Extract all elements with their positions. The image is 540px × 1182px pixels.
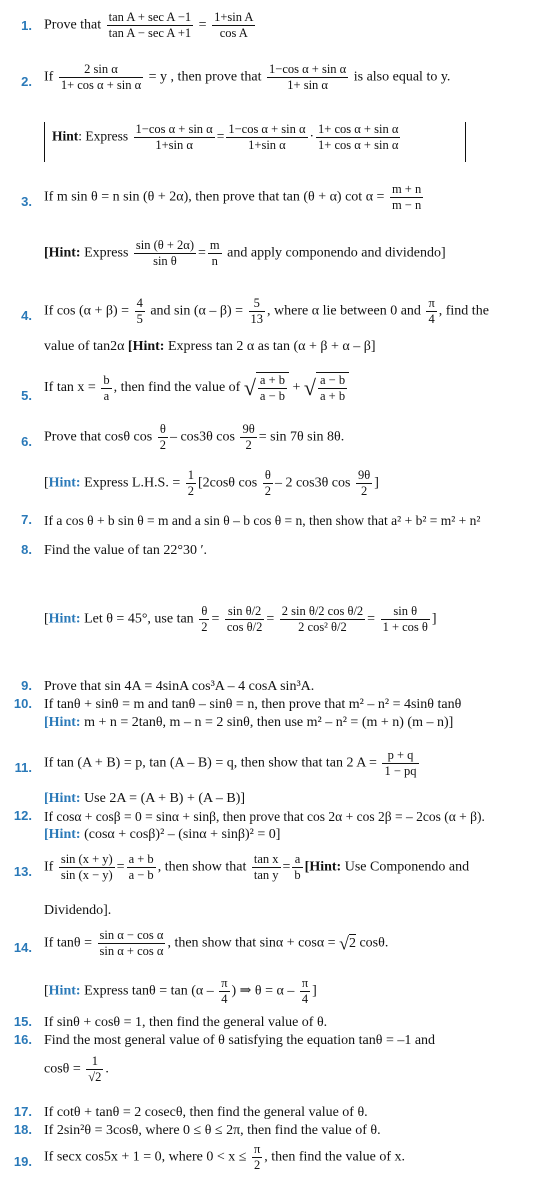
question-9 — [0, 678, 540, 698]
fraction: $\frac{\sin (\theta + 2\alpha)}{\text{sin θ}}$ — [135, 238, 195, 268]
question-5 — [0, 372, 540, 420]
fraction: $\frac{p + q}{1 - pq}$ — [384, 748, 417, 778]
question-number: 8. — [21, 542, 32, 557]
fraction: $\frac{\sin (x + y)}{\sin (x - y)}$ — [60, 852, 113, 882]
sqrt: √ $\frac{a + b}{a - b}$ — [244, 372, 289, 404]
hint-text: – 2 cos3θ cos — [274, 475, 351, 491]
fraction: $\frac{9\theta}{2}$ — [357, 468, 371, 498]
fraction: $\frac{a + b}{a - b}$ — [128, 852, 154, 882]
question-text: cosθ = — [44, 1061, 81, 1077]
question-3 — [0, 182, 540, 222]
question-text: is also equal to y. — [353, 69, 451, 85]
question-text: If cos (α + β) = — [44, 303, 130, 319]
question-text: , then find the value of — [113, 380, 241, 396]
question-17 — [0, 1104, 540, 1124]
question-text: Prove that — [44, 17, 102, 33]
hint-label: [Hint: — [44, 827, 81, 842]
question-text: , then find the value of x. — [264, 1149, 405, 1165]
question-8 — [0, 542, 540, 562]
fraction: $\frac{1}{√2}$ — [88, 1054, 102, 1084]
hint-label: [Hint: — [44, 245, 81, 261]
hint-label: [Hint: — [44, 715, 81, 730]
question-1 — [0, 10, 540, 46]
question-10 — [0, 696, 540, 736]
equals: = — [198, 17, 207, 33]
fraction: $\frac{\theta}{2}$ — [201, 604, 208, 634]
question-text: = y , then prove that — [148, 69, 262, 85]
question-text: If cosα + cosβ = 0 = sinα + sinβ, then prove that cos 2α + cos 2β = – 2cos (α + β). — [44, 809, 485, 824]
question-number: 7. — [21, 512, 32, 527]
fraction: $\frac{\text{1−cos α + sin α}}{\text{1+sin α}}$ — [228, 122, 306, 152]
fraction: $\frac{\text{1+ cos α + sin α}}{\text{1+ cos α + sin α}}$ — [318, 122, 399, 152]
question-7 — [0, 512, 540, 532]
question-number: 12. — [13, 808, 32, 823]
hint-text: Express tan 2 α as tan (α + β + α – β] — [167, 339, 376, 354]
question-6-hint — [0, 468, 540, 508]
hint-text: (cosα + cosβ)² – (sinα + sinβ)² = 0] — [84, 827, 281, 842]
fraction: $\frac{\text{2 sin α}}{\text{1+ cos α + sin α}}$ — [60, 62, 142, 92]
question-number: 16. — [13, 1032, 32, 1047]
hint-text: Dividendo]. — [44, 903, 112, 918]
equals: = — [211, 611, 220, 627]
question-text: value of tan2α — [44, 339, 125, 354]
fraction: $\frac{5}{13}$ — [250, 296, 264, 326]
question-text: , then show that sinα + cosα = — [167, 935, 336, 951]
question-text: If sinθ + cosθ = 1, then find the general value of θ. — [44, 1015, 328, 1030]
question-text: , find the — [438, 303, 489, 319]
hint-label: [Hint: — [44, 791, 81, 806]
question-11 — [0, 748, 540, 808]
fraction: $\frac{\theta}{2}$ — [159, 422, 166, 452]
question-text: Prove that sin 4A = 4sinA cos³A – 4 cosA sin³A. — [44, 679, 315, 694]
question-text: If m sin θ = n sin (θ + 2α), then prove that tan (θ + α) cot α = — [44, 189, 385, 205]
question-text: If a cos θ + b sin θ = m and a sin θ – b cos θ = n, then show that a² + b² = m² + n² — [44, 513, 481, 528]
question-number: 2. — [21, 74, 32, 89]
question-number: 11. — [14, 760, 32, 775]
question-number: 10. — [13, 696, 32, 711]
fraction: $\frac{\text{sin α − cos α}}{\text{sin α + cos α}}$ — [99, 928, 164, 958]
question-number: 13. — [13, 864, 32, 879]
question-4 — [0, 296, 540, 360]
question-text: If 2sin²θ = 3cosθ, where 0 ≤ θ ≤ 2π, then find the value of θ. — [44, 1123, 381, 1138]
question-text: If cotθ + tanθ = 2 cosecθ, then find the general value of θ. — [44, 1105, 368, 1120]
fraction: $\frac{\text{1−cos α + sin α}}{\text{1+sin α}}$ — [135, 122, 213, 152]
question-16 — [0, 1032, 540, 1096]
fraction: $\frac{\text{tan A + sec A −1}}{\text{tan A − sec A +1}}$ — [108, 10, 192, 40]
question-text: , then show that — [157, 859, 247, 875]
question-text: – cos3θ cos — [169, 429, 235, 445]
fraction: $\frac{\text{sin θ}}{\text{1 + cos θ}}$ — [382, 604, 428, 634]
plus: + — [292, 380, 301, 396]
question-number: 4. — [21, 308, 32, 323]
question-text: If tan x = — [44, 380, 96, 396]
hint-text: : Express — [78, 128, 129, 144]
question-text: . — [105, 1061, 109, 1077]
question-text: Prove that cosθ cos — [44, 429, 153, 445]
question-2-hint: Hint: Express $\frac{\text{1−cos α + sin α}}{\text{1+sin α}}$ = $\frac{\text{1−cos α + sin α}}{\text{1+sin α}}$ · $\frac{\text{1+ cos α + sin α}}{\text{1+ cos α + sin α}}$ — [52, 122, 399, 152]
fraction: $\frac{b}{a}$ — [103, 372, 110, 403]
question-19 — [0, 1142, 540, 1178]
question-number: 17. — [13, 1104, 32, 1119]
hint-label: Hint: — [48, 983, 81, 999]
hint-label: Hint — [52, 128, 79, 144]
question-number: 6. — [21, 434, 32, 449]
fraction: $\frac{\text{1+sin A}}{\text{cos A}}$ — [214, 10, 254, 40]
hint-label: [Hint: — [304, 859, 342, 875]
question-number: 3. — [21, 194, 32, 209]
bracket: [ — [44, 611, 49, 627]
question-text: cosθ. — [359, 935, 389, 951]
fraction: $\frac{\pi}{4}$ — [221, 976, 228, 1006]
hint-text: Let θ = 45°, use tan — [84, 611, 194, 627]
hint-label: [Hint: — [127, 339, 165, 354]
fraction: $\frac{\text{tan x}}{\text{tan y}}$ — [253, 852, 279, 882]
question-number: 9. — [21, 678, 32, 693]
question-text: Find the most general value of θ satisfying the equation tanθ = –1 and — [44, 1033, 436, 1048]
question-12 — [0, 808, 540, 848]
question-8-hint: [Hint: Let θ = 45°, use tan $\frac{\theta}{2}$ = $\frac{\text{sin θ/2}}{\text{cos θ/2}}$ = $\frac{\text{2 sin θ/2 cos θ/2}}{\text{2 cos² θ/2}}$ = $\frac{\text{sin θ}}{\text{1 + cos θ}}$ ] — [44, 604, 437, 634]
hint-text: [2cosθ cos — [197, 475, 258, 491]
bracket: ] — [374, 475, 379, 491]
question-number: 5. — [21, 388, 32, 403]
question-14-hint — [0, 976, 540, 1012]
fraction: $\frac{\pi}{2}$ — [253, 1142, 261, 1172]
fraction: $\frac{\text{1−cos α + sin α}}{\text{1+ sin α}}$ — [269, 62, 347, 92]
fraction: $\frac{9\theta}{2}$ — [242, 422, 255, 452]
question-number: 1. — [21, 18, 32, 33]
question-text: = sin 7θ sin 8θ. — [258, 429, 345, 445]
sqrt: √2 — [339, 933, 356, 954]
fraction: $\frac{\pi}{4}$ — [301, 976, 309, 1006]
question-2 — [0, 62, 540, 102]
fraction: $\frac{a}{b}$ — [294, 852, 301, 882]
question-text: If secx cos5x + 1 = 0, where 0 < x ≤ — [44, 1149, 247, 1165]
hint-text: m + n = 2tanθ, m – n = 2 sinθ, then use m² – n² = (m + n) (m – n)] — [84, 715, 454, 730]
question-number: 19. — [13, 1154, 32, 1169]
fraction: $\frac{\pi}{4}$ — [428, 296, 435, 326]
fraction: $\frac{m + n}{m - n}$ — [391, 182, 422, 212]
fraction: $\frac{m}{n}$ — [209, 238, 220, 268]
question-text: Find the value of tan 22°30 ′. — [44, 543, 208, 558]
hint-text: Express L.H.S. = — [84, 475, 181, 491]
fraction: $\frac{\text{2 sin θ/2 cos θ/2}}{\text{2 cos² θ/2}}$ — [281, 604, 364, 634]
question-text: If — [44, 69, 54, 85]
question-text: If tan (A + B) = p, tan (A – B) = q, then show that tan 2 A = — [44, 755, 377, 771]
bracket: ] — [431, 611, 437, 627]
sqrt: √ $\frac{a - b}{a + b}$ — [304, 372, 349, 404]
hint-text: Express tanθ = tan (α – — [84, 983, 214, 999]
fraction: $\frac{\text{sin θ/2}}{\text{cos θ/2}}$ — [226, 604, 263, 634]
question-18 — [0, 1122, 540, 1142]
question-text: , where α lie between 0 and — [267, 303, 421, 319]
question-6 — [0, 422, 540, 462]
fraction: $\frac{\theta}{2}$ — [264, 468, 271, 498]
hint-label: Hint: — [48, 611, 81, 627]
question-13: 13. If $\frac{\sin (x + y)}{\sin (x - y)}$ = $\frac{a + b}{a - b}$ , then show that $\frac{\text{tan x}}{\text{tan y}}$ = $\frac{a}{b}$ [Hint: Use Componendo and Dividendo]. — [0, 852, 540, 922]
equals: = — [116, 859, 125, 875]
question-text: If tanθ = — [44, 935, 93, 951]
question-15 — [0, 1014, 540, 1034]
bracket: [ — [44, 983, 49, 999]
hint-text: and apply componendo and dividendo] — [227, 245, 446, 261]
fraction: $\frac{4}{5}$ — [136, 296, 143, 326]
bracket: [ — [44, 475, 49, 491]
question-number: 18. — [13, 1122, 32, 1137]
question-text: and sin (α – β) = — [150, 303, 244, 319]
question-14 — [0, 928, 540, 968]
hint-label: Hint: — [48, 475, 81, 491]
hint-text: Use Componendo and — [344, 859, 470, 875]
question-text: If — [44, 859, 54, 875]
hint-text: ) ⇒ θ = α – — [231, 983, 295, 999]
question-text: If tanθ + sinθ = m and tanθ – sinθ = n, then prove that m² – n² = 4sinθ tanθ — [44, 697, 462, 712]
hint-text: Express — [84, 245, 129, 261]
question-number: 14. — [13, 940, 32, 955]
question-3-hint: [Hint: Express $\frac{\sin (\theta + 2\alpha)}{\text{sin θ}}$ = $\frac{m}{n}$ and apply componendo and dividendo] — [44, 238, 446, 268]
question-number: 15. — [13, 1014, 32, 1029]
bracket: ] — [312, 983, 317, 999]
hint-text: Use 2A = (A + B) + (A – B)] — [84, 791, 246, 806]
fraction: $\frac{1}{2}$ — [187, 468, 194, 498]
